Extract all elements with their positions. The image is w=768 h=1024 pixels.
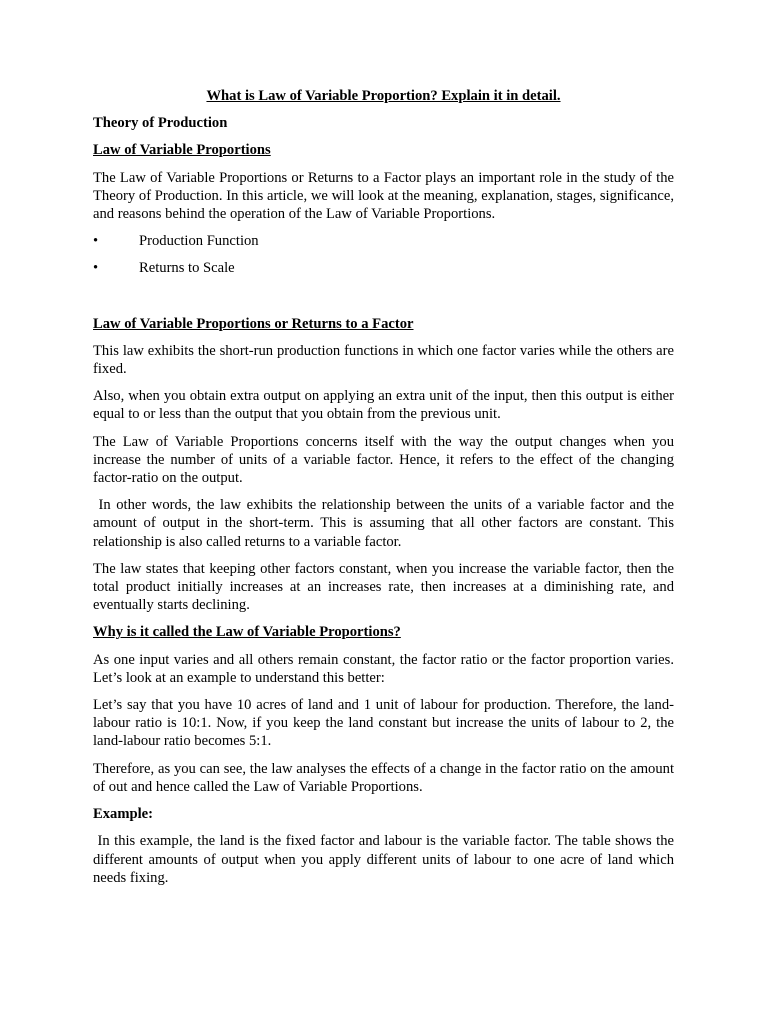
bullet-mark: • xyxy=(93,260,99,277)
section2-paragraph: Also, when you obtain extra output on applying an extra unit of the input, then this output is either equal to or less than the output that you obtain from the previous unit. xyxy=(93,388,674,423)
blank-line xyxy=(93,287,674,315)
bullet-mark: • xyxy=(93,233,99,250)
sub-heading-law-of-variable-proportions: Law of Variable Proportions xyxy=(93,142,271,159)
document-page xyxy=(93,87,678,896)
bullet-item-production-function xyxy=(93,232,674,250)
section2-paragraph: The Law of Variable Proportions concerns itself with the way the output changes when you increase the number of units of a variable factor. Hence, it refers to the effect of the changing factor-ratio on the output. xyxy=(93,433,674,487)
section2-heading: Law of Variable Proportions or Returns to a Factor xyxy=(93,315,414,332)
section2-paragraph: The law states that keeping other factors constant, when you increase the variable factor, then the total product initially increases at an increases rate, then increases at a diminishing rate, and eventually starts declining. xyxy=(93,560,674,614)
example-paragraph: In this example, the land is the fixed factor and labour is the variable factor. The table shows the different amounts of output when you apply different units of labour to one acre of land which needs fixing. xyxy=(93,833,678,886)
intro-paragraph: The Law of Variable Proportions or Returns to a Factor plays an important role in the study of the Theory of Production. In this article, we will look at the meaning, explanation, stages, significance, and reasons behind the operation of the Law of Variable Proportions. xyxy=(93,169,674,223)
bullet-item-returns-to-scale xyxy=(93,259,674,277)
section-heading-theory-of-production: Theory of Production xyxy=(93,115,228,132)
bullet-text: Production Function xyxy=(139,233,259,250)
section3-heading: Why is it called the Law of Variable Proportions? xyxy=(93,624,401,641)
topic-bullet-list xyxy=(93,232,674,277)
bullet-text: Returns to Scale xyxy=(139,260,235,277)
section2-paragraph: This law exhibits the short-run production functions in which one factor varies while the others are fixed. xyxy=(93,342,674,378)
section3-paragraph: Let’s say that you have 10 acres of land and 1 unit of labour for production. Therefore, the land-labour ratio is 10:1. Now, if you keep the land constant but increase the units of labour to 2, the land-labour ratio becomes 5:1. xyxy=(93,697,674,750)
section3-paragraph: As one input varies and all others remain constant, the factor ratio or the factor proportion varies. Let’s look at an example to understand this better: xyxy=(93,651,674,686)
example-heading: Example: xyxy=(93,806,153,823)
document-title: What is Law of Variable Proportion? Explain it in detail. xyxy=(206,88,561,104)
section2-paragraph: In other words, the law exhibits the relationship between the units of a variable factor and the amount of output in the short-term. This is assuming that all other factors are constant. This relationship is also called returns to a variable factor. xyxy=(93,497,678,550)
section3-paragraph: Therefore, as you can see, the law analyses the effects of a change in the factor ratio on the amount of out and hence called the Law of Variable Proportions. xyxy=(93,760,674,795)
